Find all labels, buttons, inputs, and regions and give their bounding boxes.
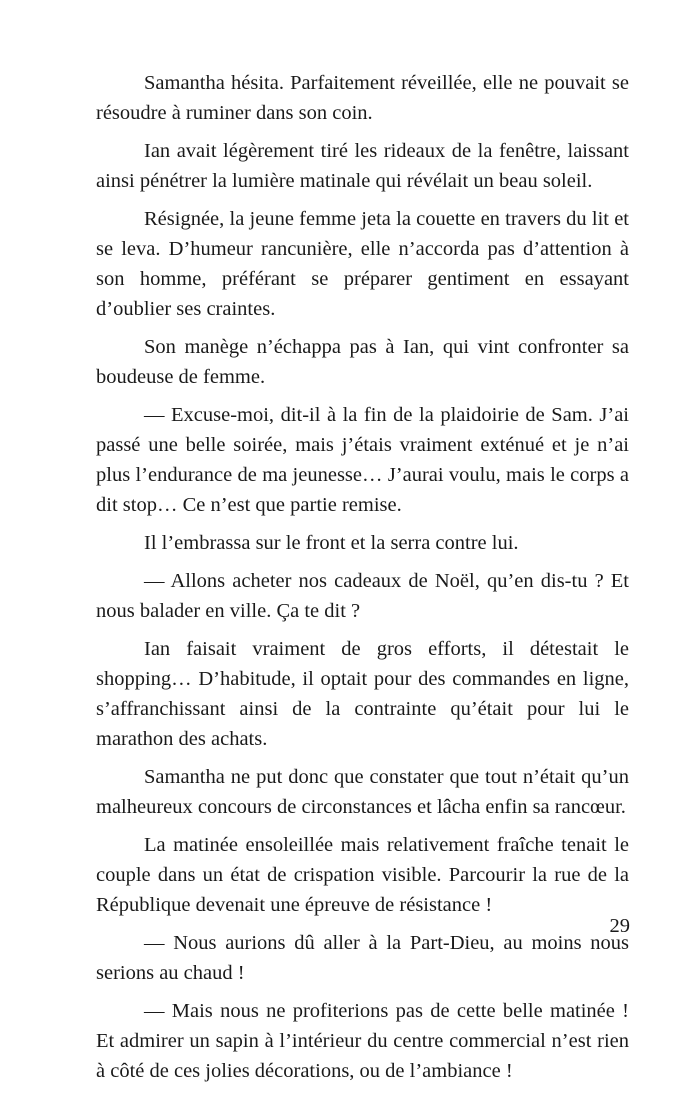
paragraph-11-dialogue: — Nous aurions dû aller à la Part-Dieu, au moins nous serions au chaud ! (96, 932, 629, 984)
paragraph-8: Ian faisait vraiment de gros efforts, il détestait le shopping… D’habitude, il optait pour des commandes en ligne, s’affranchissant ainsi de la contrainte qu’était pour lui le marathon des achats. (96, 638, 629, 750)
page-number: 29 (609, 915, 630, 937)
paragraph-4: Son manège n’échappa pas à Ian, qui vint confronter sa boudeuse de femme. (96, 336, 629, 388)
paragraph-9: Samantha ne put donc que constater que tout n’était qu’un malheureux concours de circonstances et lâcha enfin sa rancœur. (96, 766, 629, 818)
paragraph-3: Résignée, la jeune femme jeta la couette en travers du lit et se leva. D’humeur rancunière, elle n’accorda pas d’attention à son homme, préférant se préparer gentiment en essayant d’oublier ses craintes. (96, 208, 629, 320)
page-body (96, 68, 629, 1094)
paragraph-10: La matinée ensoleillée mais relativement fraîche tenait le couple dans un état de crispation visible. Parcourir la rue de la République devenait une épreuve de résistance ! (96, 834, 629, 916)
paragraph-2: Ian avait légèrement tiré les rideaux de la fenêtre, laissant ainsi pénétrer la lumière matinale qui révélait un beau soleil. (96, 140, 629, 192)
paragraph-7-dialogue: — Allons acheter nos cadeaux de Noël, qu’en dis-tu ? Et nous balader en ville. Ça te dit ? (96, 570, 629, 622)
paragraph-1: Samantha hésita. Parfaitement réveillée, elle ne pouvait se résoudre à ruminer dans son coin. (96, 72, 629, 124)
paragraph-6: Il l’embrassa sur le front et la serra contre lui. (144, 532, 519, 554)
paragraph-12-dialogue: — Mais nous ne profiterions pas de cette belle matinée ! Et admirer un sapin à l’intérieur du centre commercial n’est rien à côté de ces jolies décorations, ou de l’ambiance ! (96, 1000, 629, 1082)
paragraph-5-dialogue: — Excuse-moi, dit-il à la fin de la plaidoirie de Sam. J’ai passé une belle soirée, mais j’étais vraiment exténué et je n’ai plus l’endurance de ma jeunesse… J’aurai voulu, mais le corps a dit stop… Ce n’est que partie remise. (96, 404, 629, 516)
